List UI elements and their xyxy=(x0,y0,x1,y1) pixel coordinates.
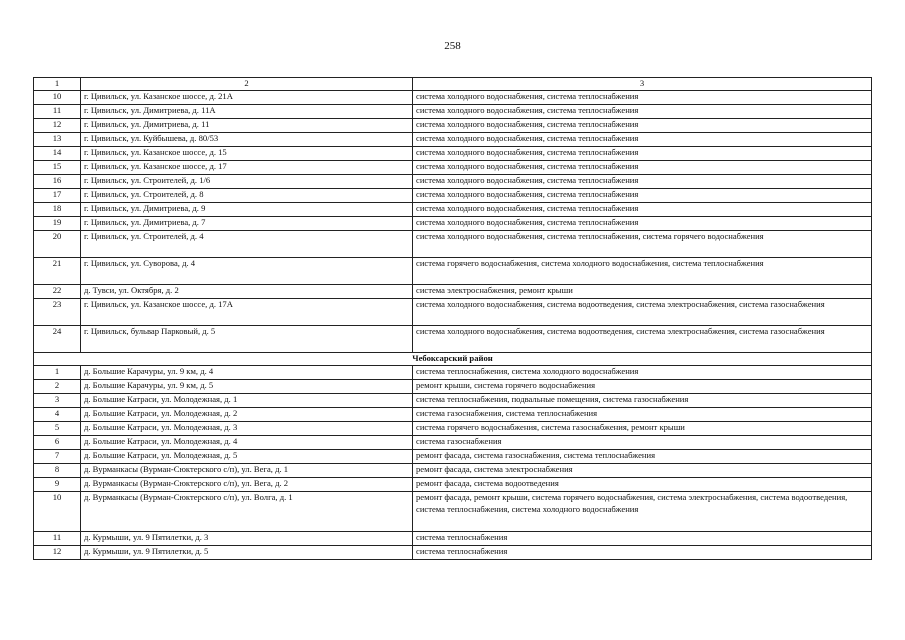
address-cell: г. Цивильск, ул. Димитриева, д. 11А xyxy=(81,105,413,119)
works-cell: система электроснабжения, ремонт крыши xyxy=(413,285,872,299)
repair-table xyxy=(33,77,872,560)
works-cell: система теплоснабжения xyxy=(413,532,872,546)
header-row xyxy=(34,78,872,91)
row-number: 7 xyxy=(34,450,81,464)
table-row xyxy=(34,478,872,492)
works-cell: система холодного водоснабжения, система теплоснабжения xyxy=(413,147,872,161)
works-cell: система теплоснабжения, система холодного водоснабжения xyxy=(413,366,872,380)
address-cell: г. Цивильск, ул. Куйбышева, д. 80/53 xyxy=(81,133,413,147)
works-cell: ремонт фасада, система газоснабжения, система теплоснабжения xyxy=(413,450,872,464)
section-title: Чебоксарский район xyxy=(34,353,872,366)
row-number: 8 xyxy=(34,464,81,478)
address-cell: г. Цивильск, ул. Димитриева, д. 7 xyxy=(81,217,413,231)
address-cell: г. Цивильск, ул. Казанское шоссе, д. 15 xyxy=(81,147,413,161)
row-number: 11 xyxy=(34,532,81,546)
row-number: 4 xyxy=(34,408,81,422)
works-cell: система горячего водоснабжения, система газоснабжения, ремонт крыши xyxy=(413,422,872,436)
table-row xyxy=(34,203,872,217)
row-number: 15 xyxy=(34,161,81,175)
table-row xyxy=(34,422,872,436)
address-cell: д. Большие Карачуры, ул. 9 км, д. 4 xyxy=(81,366,413,380)
address-cell: г. Цивильск, ул. Строителей, д. 4 xyxy=(81,231,413,258)
works-cell: ремонт крыши, система горячего водоснабжения xyxy=(413,380,872,394)
works-cell: система холодного водоснабжения, система теплоснабжения xyxy=(413,161,872,175)
address-cell: д. Тувси, ул. Октября, д. 2 xyxy=(81,285,413,299)
works-cell: ремонт фасада, система электроснабжения xyxy=(413,464,872,478)
row-number: 17 xyxy=(34,189,81,203)
address-cell: г. Цивильск, ул. Казанское шоссе, д. 21А xyxy=(81,91,413,105)
works-cell: система холодного водоснабжения, система теплоснабжения xyxy=(413,189,872,203)
row-number: 12 xyxy=(34,546,81,560)
table-row xyxy=(34,408,872,422)
row-number: 10 xyxy=(34,91,81,105)
address-cell: г. Цивильск, ул. Строителей, д. 8 xyxy=(81,189,413,203)
works-cell: система холодного водоснабжения, система водоотведения, система электроснабжения, система газоснабжения xyxy=(413,326,872,353)
works-cell: система холодного водоснабжения, система теплоснабжения xyxy=(413,105,872,119)
table-row xyxy=(34,326,872,353)
table-row xyxy=(34,119,872,133)
table-row xyxy=(34,464,872,478)
table-row xyxy=(34,161,872,175)
row-number: 24 xyxy=(34,326,81,353)
address-cell: д. Вурманкасы (Вурман-Сюктерского с/п), ул. Вега, д. 2 xyxy=(81,478,413,492)
works-cell: система холодного водоснабжения, система теплоснабжения xyxy=(413,91,872,105)
row-number: 12 xyxy=(34,119,81,133)
works-cell: система холодного водоснабжения, система теплоснабжения xyxy=(413,175,872,189)
row-number: 20 xyxy=(34,231,81,258)
works-cell: система холодного водоснабжения, система теплоснабжения, система горячего водоснабжения xyxy=(413,231,872,258)
address-cell: г. Цивильск, ул. Строителей, д. 1/6 xyxy=(81,175,413,189)
row-number: 1 xyxy=(34,366,81,380)
address-cell: д. Большие Катраси, ул. Молодежная, д. 2 xyxy=(81,408,413,422)
table-row xyxy=(34,285,872,299)
address-cell: д. Большие Карачуры, ул. 9 км, д. 5 xyxy=(81,380,413,394)
section-row xyxy=(34,353,872,366)
table-row xyxy=(34,231,872,258)
works-cell: система газоснабжения xyxy=(413,436,872,450)
address-cell: г. Цивильск, бульвар Парковый, д. 5 xyxy=(81,326,413,353)
table-row xyxy=(34,133,872,147)
table-row xyxy=(34,546,872,560)
table-row xyxy=(34,299,872,326)
column-header: 3 xyxy=(413,78,872,91)
table-row xyxy=(34,366,872,380)
row-number: 2 xyxy=(34,380,81,394)
row-number: 16 xyxy=(34,175,81,189)
table-row xyxy=(34,394,872,408)
address-cell: г. Цивильск, ул. Димитриева, д. 11 xyxy=(81,119,413,133)
row-number: 19 xyxy=(34,217,81,231)
table-row xyxy=(34,217,872,231)
address-cell: д. Вурманкасы (Вурман-Сюктерского с/п), ул. Волга, д. 1 xyxy=(81,492,413,532)
table-row xyxy=(34,147,872,161)
column-header: 2 xyxy=(81,78,413,91)
row-number: 23 xyxy=(34,299,81,326)
row-number: 10 xyxy=(34,492,81,532)
works-cell: система теплоснабжения xyxy=(413,546,872,560)
row-number: 22 xyxy=(34,285,81,299)
row-number: 14 xyxy=(34,147,81,161)
row-number: 5 xyxy=(34,422,81,436)
works-cell: система газоснабжения, система теплоснабжения xyxy=(413,408,872,422)
row-number: 21 xyxy=(34,258,81,285)
table-row xyxy=(34,105,872,119)
works-cell: ремонт фасада, система водоотведения xyxy=(413,478,872,492)
column-header: 1 xyxy=(34,78,81,91)
address-cell: д. Большие Катраси, ул. Молодежная, д. 3 xyxy=(81,422,413,436)
works-cell: система горячего водоснабжения, система холодного водоснабжения, система теплоснабжения xyxy=(413,258,872,285)
address-cell: д. Курмыши, ул. 9 Пятилетки, д. 5 xyxy=(81,546,413,560)
address-cell: д. Большие Катраси, ул. Молодежная, д. 1 xyxy=(81,394,413,408)
works-cell: система холодного водоснабжения, система теплоснабжения xyxy=(413,203,872,217)
works-cell: ремонт фасада, ремонт крыши, система горячего водоснабжения, система электроснабжения, система водоотведения, система теплоснабжения, система холодного водоснабжения xyxy=(413,492,872,532)
works-cell: система холодного водоснабжения, система теплоснабжения xyxy=(413,119,872,133)
address-cell: д. Большие Катраси, ул. Молодежная, д. 5 xyxy=(81,450,413,464)
works-cell: система холодного водоснабжения, система теплоснабжения xyxy=(413,133,872,147)
works-cell: система теплоснабжения, подвальные помещения, система газоснабжения xyxy=(413,394,872,408)
row-number: 11 xyxy=(34,105,81,119)
table-row xyxy=(34,175,872,189)
table-row xyxy=(34,380,872,394)
row-number: 18 xyxy=(34,203,81,217)
table-row xyxy=(34,91,872,105)
page-number: 258 xyxy=(444,40,461,52)
works-cell: система холодного водоснабжения, система теплоснабжения xyxy=(413,217,872,231)
address-cell: д. Вурманкасы (Вурман-Сюктерского с/п), ул. Вега, д. 1 xyxy=(81,464,413,478)
address-cell: д. Большие Катраси, ул. Молодежная, д. 4 xyxy=(81,436,413,450)
row-number: 6 xyxy=(34,436,81,450)
table-row xyxy=(34,436,872,450)
row-number: 9 xyxy=(34,478,81,492)
table-row xyxy=(34,532,872,546)
address-cell: г. Цивильск, ул. Димитриева, д. 9 xyxy=(81,203,413,217)
row-number: 3 xyxy=(34,394,81,408)
row-number: 13 xyxy=(34,133,81,147)
address-cell: г. Цивильск, ул. Казанское шоссе, д. 17 xyxy=(81,161,413,175)
table-row xyxy=(34,492,872,532)
address-cell: г. Цивильск, ул. Казанское шоссе, д. 17А xyxy=(81,299,413,326)
address-cell: д. Курмыши, ул. 9 Пятилетки, д. 3 xyxy=(81,532,413,546)
table-row xyxy=(34,258,872,285)
table-row xyxy=(34,450,872,464)
works-cell: система холодного водоснабжения, система водоотведения, система электроснабжения, система газоснабжения xyxy=(413,299,872,326)
address-cell: г. Цивильск, ул. Суворова, д. 4 xyxy=(81,258,413,285)
table-row xyxy=(34,189,872,203)
